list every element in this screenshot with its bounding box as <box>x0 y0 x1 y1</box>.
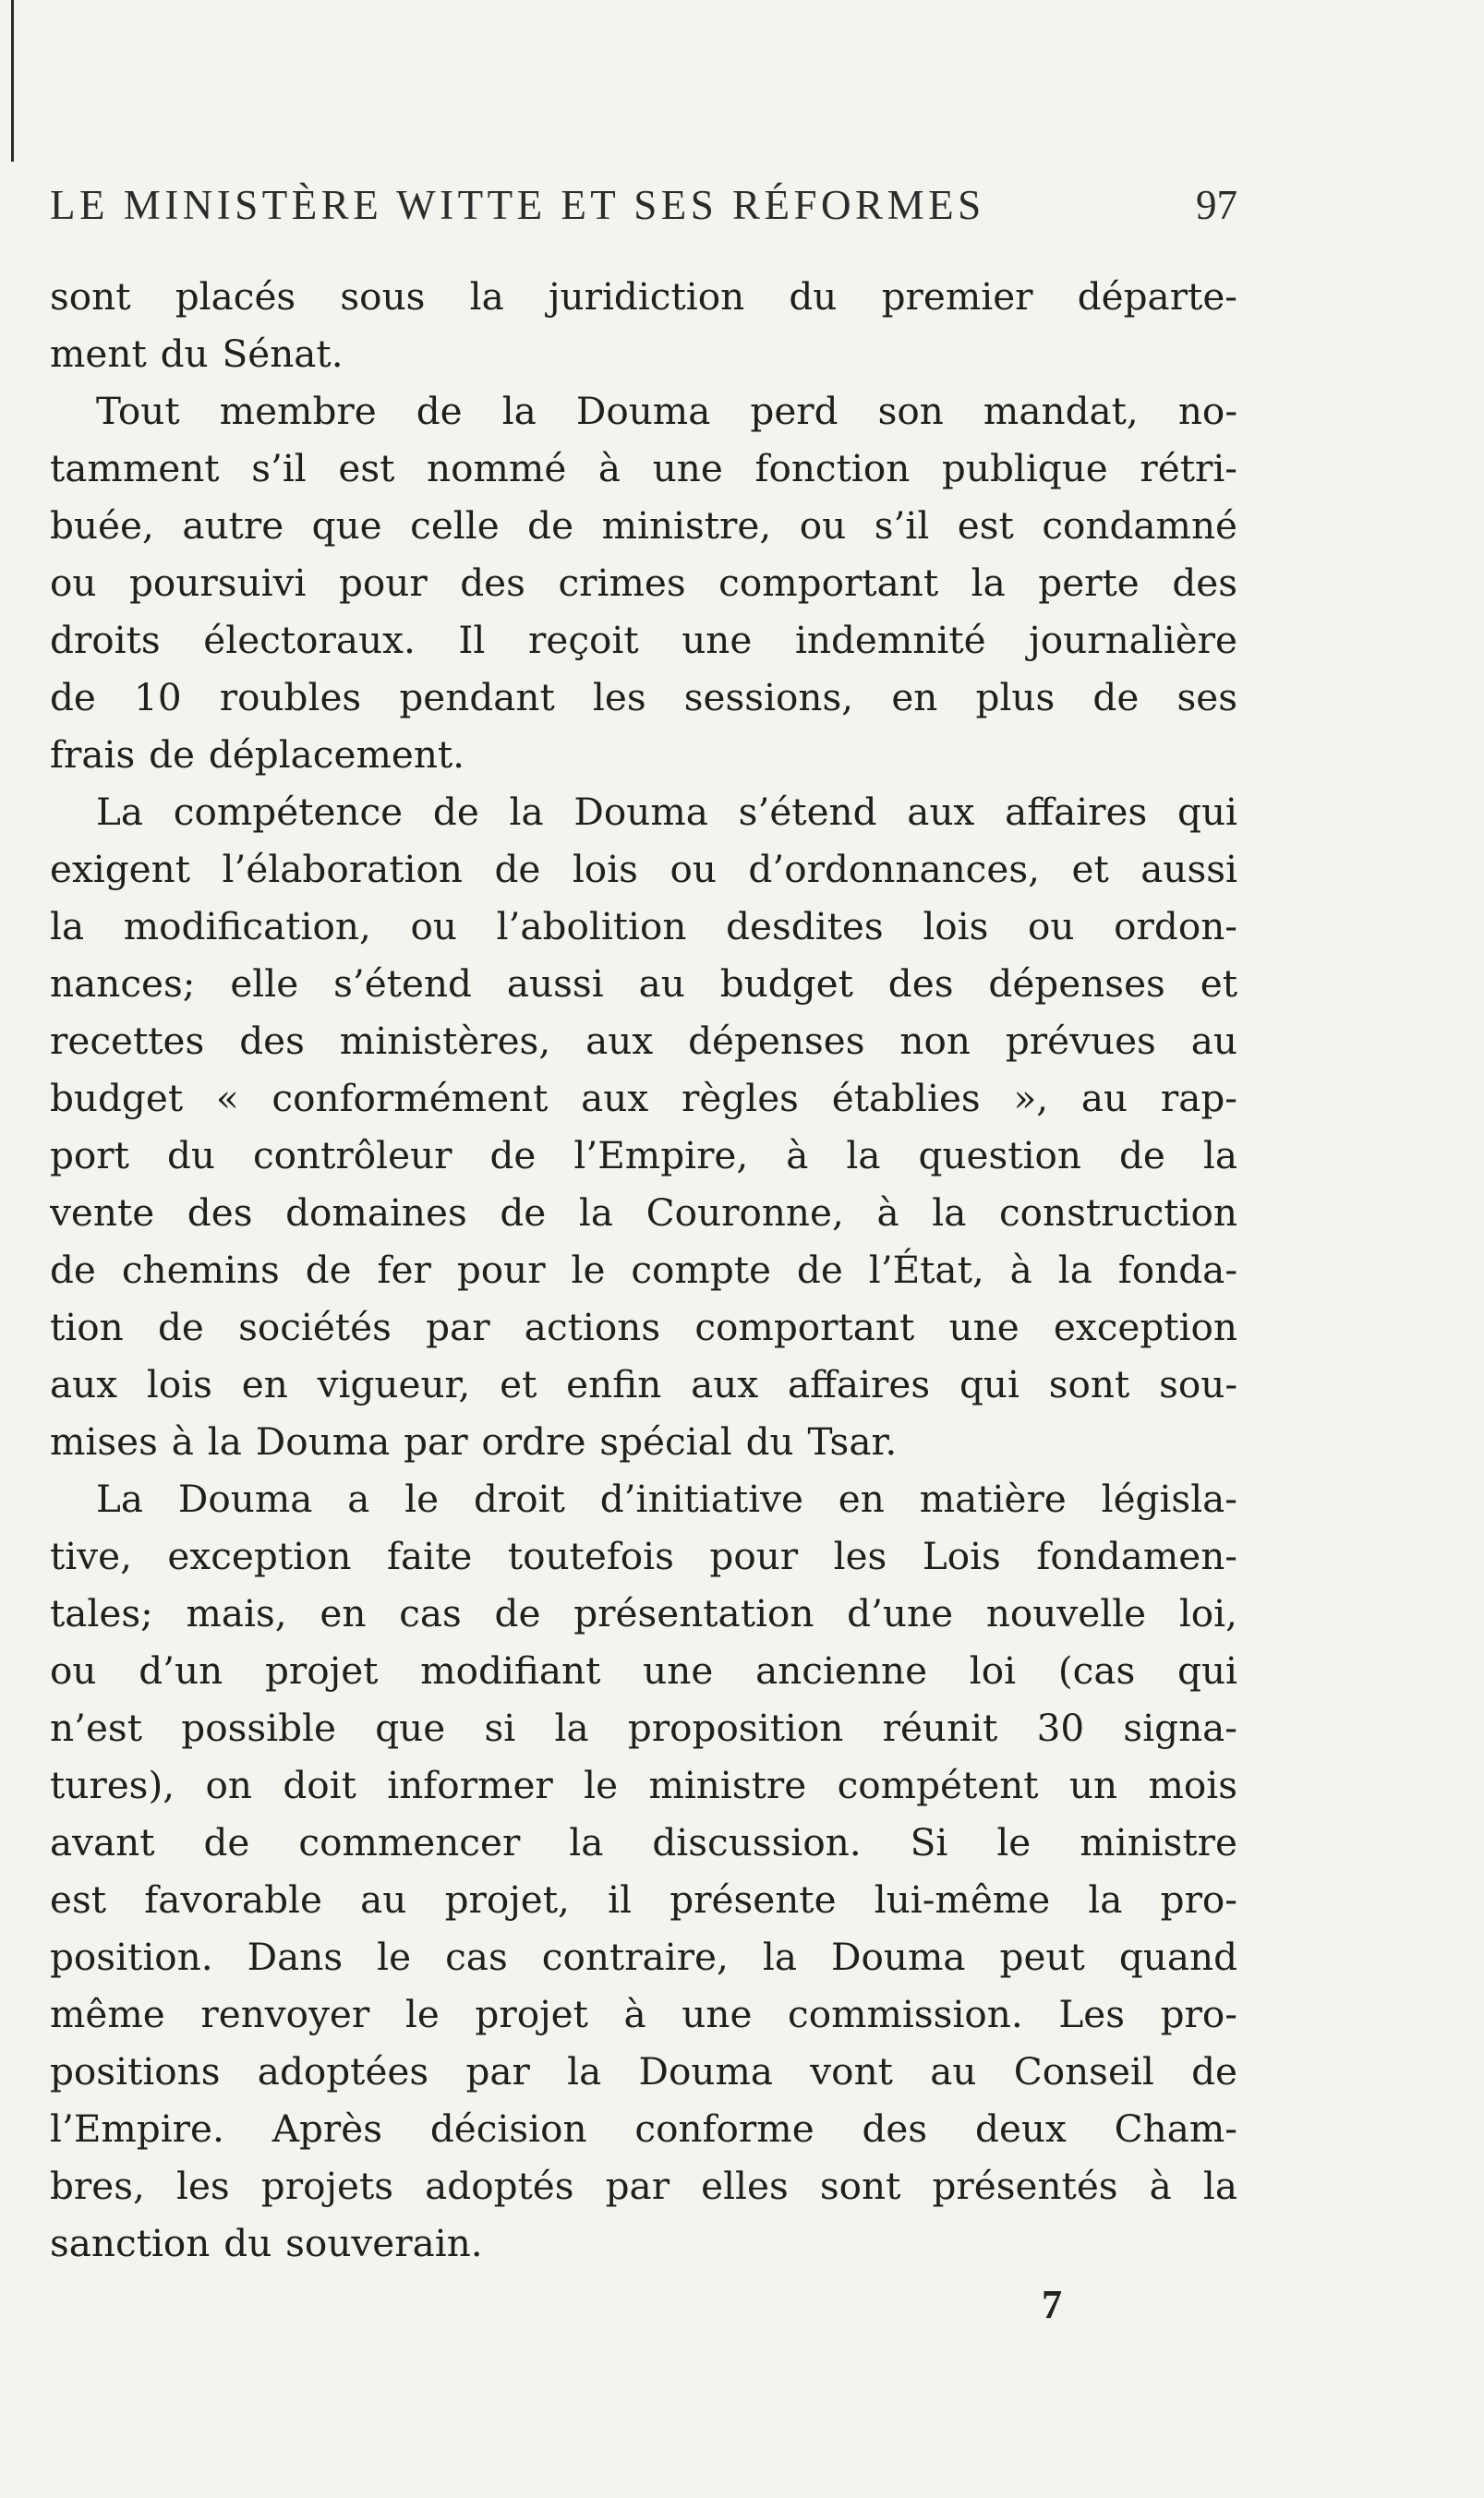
paragraph-first-line: La Douma a le droit d’initiative en matière législa- <box>96 1477 1237 1521</box>
text-line: sanction du souverain. <box>50 2221 483 2265</box>
text-line: position. Dans le cas contraire, la Douma peut quand <box>50 1935 1237 1979</box>
text-line: recettes des ministères, aux dépenses non prévues au <box>50 1019 1237 1063</box>
text-line: frais de déplacement. <box>50 732 465 777</box>
text-line: bres, les projets adoptés par elles sont présentés à la <box>50 2164 1237 2208</box>
text-line: buée, autre que celle de ministre, ou s’il est condamné <box>50 503 1237 548</box>
signature-mark: 7 <box>1042 2282 1062 2327</box>
running-title: LE MINISTÈRE WITTE ET SES RÉFORMES <box>50 182 985 228</box>
body-text <box>50 268 1237 2272</box>
text-line: port du contrôleur de l’Empire, à la question de la <box>50 1133 1237 1177</box>
text-line: tive, exception faite toutefois pour les Lois fondamen- <box>50 1534 1237 1578</box>
text-line: exigent l’élaboration de lois ou d’ordonnances, et aussi <box>50 847 1237 891</box>
text-line: sont placés sous la juridiction du premier départe- <box>50 274 1237 319</box>
text-line: tamment s’il est nommé à une fonction publique rétri- <box>50 446 1237 490</box>
text-line: nances; elle s’étend aussi au budget des dépenses et <box>50 961 1237 1006</box>
text-line: tures), on doit informer le ministre compétent un mois <box>50 1763 1237 1807</box>
text-line: ou poursuivi pour des crimes comportant la perte des <box>50 561 1237 605</box>
text-line: positions adoptées par la Douma vont au Conseil de <box>50 2049 1237 2094</box>
text-line: ment du Sénat. <box>50 332 344 376</box>
text-line: même renvoyer le projet à une commission. Les pro- <box>50 1992 1237 2036</box>
text-line: droits électoraux. Il reçoit une indemnité journalière <box>50 618 1237 662</box>
text-line: vente des domaines de la Couronne, à la construction <box>50 1190 1237 1235</box>
text-line: de chemins de fer pour le compte de l’État, à la fonda- <box>50 1248 1237 1292</box>
text-line: de 10 roubles pendant les sessions, en plus de ses <box>50 675 1237 719</box>
text-line: tales; mais, en cas de présentation d’une nouvelle loi, <box>50 1591 1237 1635</box>
text-line: est favorable au projet, il présente lui-même la pro- <box>50 1877 1237 1922</box>
text-line: tion de sociétés par actions comportant une exception <box>50 1305 1237 1349</box>
running-header <box>50 181 1237 233</box>
text-line: n’est possible que si la proposition réunit 30 signa- <box>50 1706 1237 1750</box>
page-edge-rule <box>11 0 14 162</box>
text-line: l’Empire. Après décision conforme des deux Cham- <box>50 2106 1237 2151</box>
text-line: mises à la Douma par ordre spécial du Tsar. <box>50 1419 898 1464</box>
text-line: avant de commencer la discussion. Si le ministre <box>50 1820 1237 1864</box>
text-line: aux lois en vigueur, et enfin aux affaires qui sont sou- <box>50 1362 1237 1406</box>
paragraph-first-line: La compétence de la Douma s’étend aux affaires qui <box>96 790 1237 834</box>
page-number: 97 <box>1196 182 1237 228</box>
paragraph-first-line: Tout membre de la Douma perd son mandat, no- <box>96 389 1237 433</box>
text-line: ou d’un projet modifiant une ancienne loi (cas qui <box>50 1648 1237 1693</box>
text-line: budget « conformément aux règles établies », au rap- <box>50 1076 1237 1120</box>
text-line: la modification, ou l’abolition desdites lois ou ordon- <box>50 904 1237 948</box>
